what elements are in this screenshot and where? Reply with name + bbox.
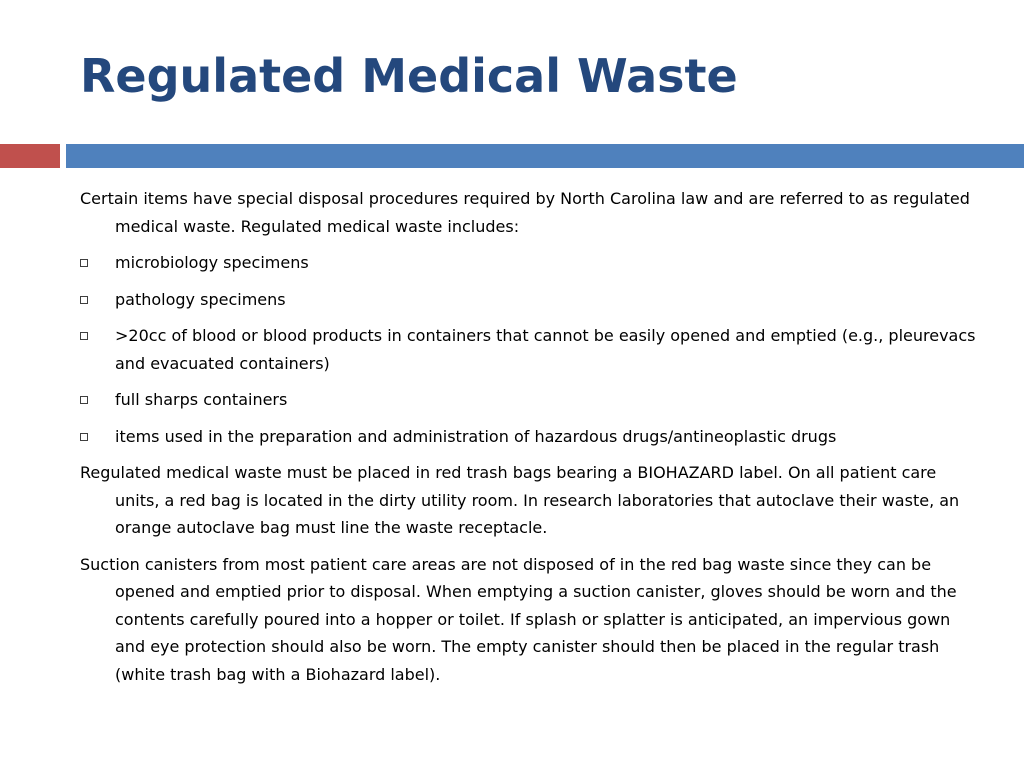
bullet-text: items used in the preparation and administration of hazardous drugs/antineoplastic drugs bbox=[115, 426, 837, 446]
bullet-item bbox=[80, 423, 980, 451]
accent-bar-red bbox=[0, 144, 60, 168]
accent-bar-blue bbox=[66, 144, 1024, 168]
bullet-text: full sharps containers bbox=[115, 390, 288, 409]
slide-body bbox=[80, 185, 980, 697]
square-bullet-icon bbox=[80, 259, 88, 267]
bullet-text: microbiology specimens bbox=[115, 253, 309, 272]
slide-title: Regulated Medical Waste bbox=[80, 49, 738, 103]
bullet-item bbox=[80, 386, 980, 414]
square-bullet-icon bbox=[80, 332, 88, 340]
suction-canister-paragraph: Suction canisters from most patient care areas are not disposed of in the red bag waste since they can be opened and emptied prior to disposal. When emptying a suction canister, gloves should be worn and the contents carefully poured into a hopper or toilet. If splash or splatter is anticipated, an impervious gown and eye protection should also be worn. The empty canister should then be placed in the regular trash (white trash bag with a Biohazard label). bbox=[80, 554, 957, 684]
red-bag-paragraph: Regulated medical waste must be placed in red trash bags bearing a BIOHAZARD label. On all patient care units, a red bag is located in the dirty utility room. In research laboratories that autoclave their waste, an orange autoclave bag must line the waste receptacle. bbox=[80, 463, 960, 537]
square-bullet-icon bbox=[80, 433, 88, 441]
bullet-text: >20cc of blood or blood products in containers that cannot be easily opened and emptied (e.g., pleurevacs and evacuated containers) bbox=[115, 326, 976, 373]
square-bullet-icon bbox=[80, 396, 88, 404]
bullet-item bbox=[80, 322, 980, 377]
intro-paragraph: Certain items have special disposal procedures required by North Carolina law and are referred to as regulated medical waste. Regulated medical waste includes: bbox=[80, 189, 970, 236]
square-bullet-icon bbox=[80, 296, 88, 304]
bullet-item bbox=[80, 286, 980, 314]
bullet-item bbox=[80, 249, 980, 277]
bullet-text: pathology specimens bbox=[115, 289, 286, 309]
